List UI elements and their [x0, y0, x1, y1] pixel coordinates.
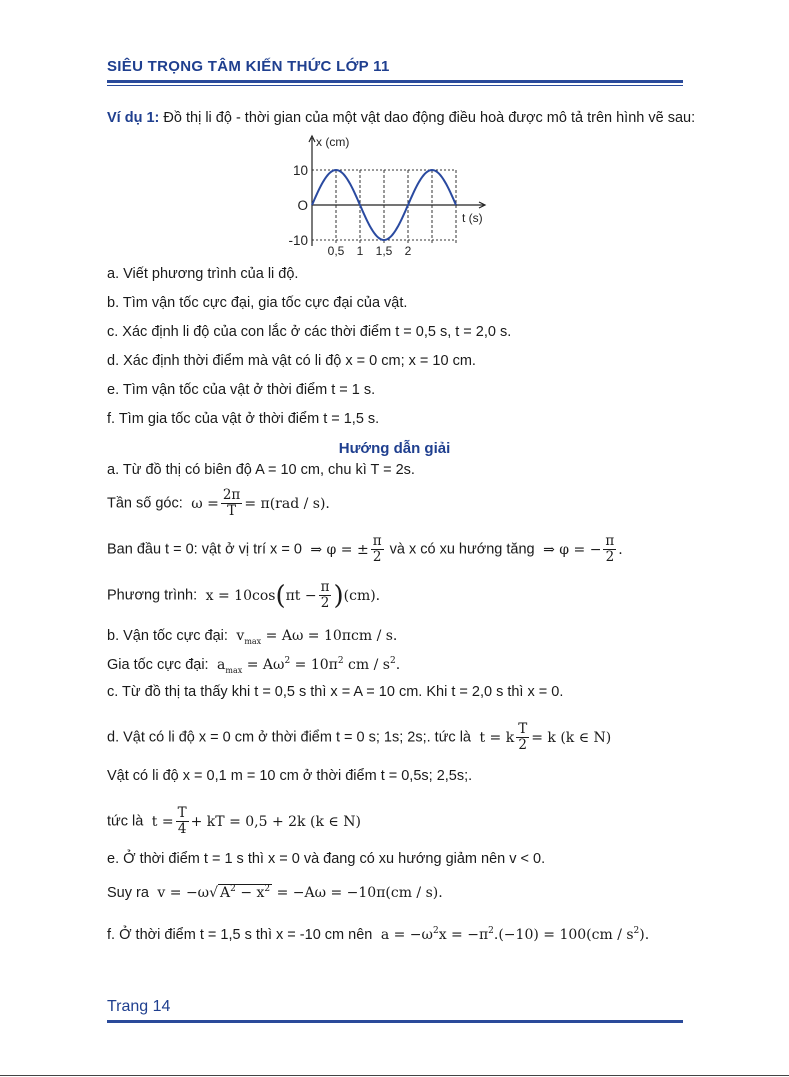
page-bottom-border: [0, 1075, 789, 1076]
max-acceleration-formula: $a_{max} = A\omega^2 = 10\pi^2$ cm / $s^2$.: [212, 656, 401, 675]
y-tick-label: O: [297, 198, 308, 213]
velocity-formula: v = −ω√ $A^2 - x^2 = -A\omega = -10\pi(cm / s)$.: [152, 884, 443, 901]
solution-c1: c. Từ đồ thị ta thấy khi t = 0,5 s thì x = A = 10 cm. Khi t = 2,0 s thì x = 0.: [107, 684, 564, 700]
question-a: a. Viết phương trình của li độ.: [107, 266, 299, 282]
max-velocity-label: b. Vận tốc cực đại:: [107, 628, 228, 644]
initial-condition-text: Ban đầu t = 0: vật ở vị trí x = 0: [107, 541, 302, 558]
solution-a3: [107, 534, 623, 565]
question-d: d. Xác định thời điểm mà vật có li độ x = 0 cm; x = 10 cm.: [107, 353, 476, 369]
chart-grid: [312, 170, 456, 244]
header-title: SIÊU TRỌNG TÂM KIẾN THỨC LỚP 11: [107, 58, 390, 75]
y-tick-label: 10: [292, 163, 308, 178]
y-axis-label: x (cm): [316, 135, 350, 149]
x-axis-label: t (s): [462, 211, 483, 225]
solution-d1: [107, 722, 611, 753]
max-displacement-time-formula: t = $\frac{T}{4}$ + kT = 0,5 + 2k (k ∈ N): [147, 805, 361, 837]
x-tick-label: 1,5: [375, 244, 393, 258]
solution-a1: a. Từ đồ thị có biên độ A = 10 cm, chu kì T = 2s.: [107, 462, 415, 478]
x-tick-label: 0,5: [327, 244, 345, 258]
increasing-trend-text: và x có xu hướng tăng: [389, 541, 535, 558]
footer-rule: [107, 1020, 683, 1023]
header-rule-thick: [107, 80, 683, 83]
displacement-time-chart: [278, 132, 510, 260]
solution-d2: Vật có li độ x = 0,1 m = 10 cm ở thời điểm t = 0,5s; 2,5s;.: [107, 768, 473, 784]
acceleration-formula: $a = -\omega^2x = -\pi^2.(-10) = 100(cm / s^2)$.: [376, 926, 650, 943]
y-tick-label: -10: [288, 233, 308, 248]
solution-a4: [107, 580, 380, 611]
max-acceleration-label: Gia tốc cực đại:: [107, 657, 209, 673]
solution-e1: e. Ở thời điểm t = 1 s thì x = 0 và đang có xu hướng giảm nên v < 0.: [107, 851, 546, 867]
max-velocity-formula: $v_{max} = A\omega = 10\pi cm / s$.: [231, 628, 398, 646]
page-number: Trang 14: [107, 998, 171, 1015]
example-label: Ví dụ 1:: [107, 110, 160, 126]
x-tick-label: 1: [356, 244, 364, 258]
phase-options-formula: ⇒ φ = ± $\frac{\pi}{2}$: [305, 533, 382, 565]
question-e: e. Tìm vận tốc của vật ở thời điểm t = 1 s.: [107, 382, 376, 398]
therefore-label: Suy ra: [107, 885, 149, 901]
acceleration-text: f. Ở thời điểm t = 1,5 s thì x = -10 cm nên: [107, 927, 373, 943]
example-text: Đồ thị li độ - thời gian của một vật dao động điều hoà được mô tả trên hình vẽ sau:: [163, 110, 696, 126]
header-rule-thin: [107, 85, 683, 86]
that-is-label: tức là: [107, 813, 144, 830]
question-c: c. Xác định li độ của con lắc ở các thời điểm t = 0,5 s, t = 2,0 s.: [107, 324, 512, 340]
solution-a2: [107, 488, 330, 519]
solution-f1: [107, 926, 649, 943]
x-tick-label: 2: [404, 244, 412, 258]
angular-frequency-formula: ω = $\frac{2\pi}{T}$ = π(rad / s).: [186, 487, 330, 519]
solution-b1: [107, 628, 397, 646]
angular-frequency-label: Tần số góc:: [107, 495, 183, 512]
zero-displacement-formula: t = k $\frac{T}{2}$ = k (k ∈ N): [475, 721, 612, 753]
zero-displacement-text: d. Vật có li độ x = 0 cm ở thời điểm t = 0 s; 1s; 2s;. tức là: [107, 729, 471, 746]
question-b: b. Tìm vận tốc cực đại, gia tốc cực đại của vật.: [107, 295, 408, 311]
example-intro: [107, 110, 695, 126]
solution-d3: [107, 806, 361, 837]
phase-result-formula: ⇒ φ = − $\frac{\pi}{2}$ .: [538, 533, 623, 565]
solution-b2: [107, 656, 400, 675]
solution-e2: [107, 884, 443, 901]
equation-label: Phương trình:: [107, 587, 198, 604]
equation-formula: x = 10cos(πt − $\frac{\pi}{2}$ )(cm).: [201, 579, 381, 611]
question-f: f. Tìm gia tốc của vật ở thời điểm t = 1,5 s.: [107, 411, 380, 427]
solution-heading: Hướng dẫn giải: [338, 440, 451, 457]
